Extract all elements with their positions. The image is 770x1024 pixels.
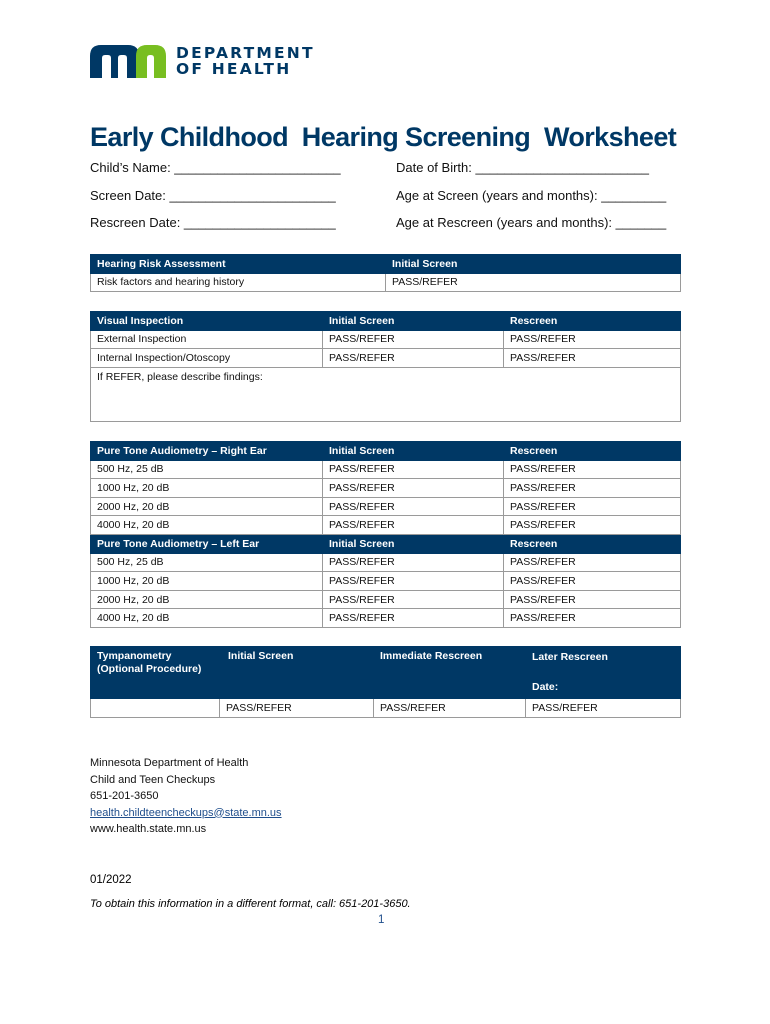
tympanometry-later-date[interactable]: Date: xyxy=(532,681,559,693)
left-ear-initial[interactable]: PASS/REFER xyxy=(323,572,504,591)
right-ear-frequency: 1000 Hz, 20 dB xyxy=(91,479,323,498)
footer-phone: 651-201-3650 xyxy=(90,790,159,802)
tympanometry-table xyxy=(90,646,681,718)
visual-row-label: External Inspection xyxy=(91,330,323,349)
visual-header-row xyxy=(91,312,681,331)
risk-header-row xyxy=(91,255,681,274)
visual-row-rescreen[interactable]: PASS/REFER xyxy=(504,330,681,349)
risk-row-label: Risk factors and hearing history xyxy=(91,273,386,292)
visual-inspection-table xyxy=(90,311,681,422)
table-row xyxy=(91,273,681,292)
right-ear-frequency: 4000 Hz, 20 dB xyxy=(91,516,323,535)
logo-line-1: DEPARTMENT xyxy=(176,44,315,62)
footer-program: Child and Teen Checkups xyxy=(90,773,216,786)
mn-logo-icon xyxy=(90,44,166,78)
tympanometry-immediate-value[interactable]: PASS/REFER xyxy=(374,699,526,718)
left-ear-frequency: 2000 Hz, 20 dB xyxy=(91,590,323,609)
findings-field[interactable]: If REFER, please describe findings: xyxy=(91,367,681,421)
mdh-logo xyxy=(90,44,315,78)
tympanometry-immediate-header: Immediate Rescreen xyxy=(374,647,526,699)
right-ear-header-label: Pure Tone Audiometry – Right Ear xyxy=(91,442,323,461)
left-ear-rescreen[interactable]: PASS/REFER xyxy=(504,572,681,591)
left-ear-header-label: Pure Tone Audiometry – Left Ear xyxy=(91,534,323,553)
left-ear-initial[interactable]: PASS/REFER xyxy=(323,553,504,572)
visual-header-initial: Initial Screen xyxy=(323,312,504,331)
footer-org: Minnesota Department of Health xyxy=(90,757,249,769)
table-row xyxy=(91,609,681,628)
right-ear-initial[interactable]: PASS/REFER xyxy=(323,479,504,498)
risk-header-initial: Initial Screen xyxy=(386,255,681,274)
date-of-birth-field[interactable]: Date of Birth: ________________________ xyxy=(396,160,649,175)
footer-website[interactable]: www.health.state.mn.us xyxy=(90,823,207,835)
right-ear-rescreen[interactable]: PASS/REFER xyxy=(504,516,681,535)
left-ear-initial[interactable]: PASS/REFER xyxy=(323,609,504,628)
visual-header-rescreen: Rescreen xyxy=(504,312,681,331)
tympanometry-later-label: Later Rescreen xyxy=(532,651,608,663)
visual-row-rescreen[interactable]: PASS/REFER xyxy=(504,349,681,368)
tympanometry-label-line-2: (Optional Procedure) xyxy=(97,663,202,675)
right-ear-rescreen[interactable]: PASS/REFER xyxy=(504,479,681,498)
left-ear-header-rescreen: Rescreen xyxy=(504,534,681,553)
table-row xyxy=(91,460,681,479)
tympanometry-initial-value[interactable]: PASS/REFER xyxy=(220,699,374,718)
left-ear-frequency: 500 Hz, 25 dB xyxy=(91,553,323,572)
right-ear-initial[interactable]: PASS/REFER xyxy=(323,460,504,479)
right-ear-rescreen[interactable]: PASS/REFER xyxy=(504,497,681,516)
screen-date-field[interactable]: Screen Date: _______________________ xyxy=(90,188,336,203)
visual-row-label: Internal Inspection/Otoscopy xyxy=(91,349,323,368)
left-ear-header-initial: Initial Screen xyxy=(323,534,504,553)
right-ear-initial[interactable]: PASS/REFER xyxy=(323,497,504,516)
risk-row-initial[interactable]: PASS/REFER xyxy=(386,273,681,292)
right-ear-frequency: 500 Hz, 25 dB xyxy=(91,460,323,479)
tympanometry-empty-cell xyxy=(91,699,220,718)
child-name-field[interactable]: Child’s Name: _______________________ xyxy=(90,160,341,175)
table-row xyxy=(91,590,681,609)
audiometry-table xyxy=(90,441,681,628)
alternate-format-note: To obtain this information in a different format, call: 651-201-3650. xyxy=(90,898,411,910)
table-row xyxy=(91,479,681,498)
age-at-rescreen-field[interactable]: Age at Rescreen (years and months): _______ xyxy=(396,215,667,230)
tympanometry-label xyxy=(91,647,220,699)
footer-email-link[interactable]: health.childteencheckups@state.mn.us xyxy=(90,806,282,819)
page-title: Early Childhood Hearing Screening Worksheet xyxy=(90,122,677,152)
visual-header-label: Visual Inspection xyxy=(91,312,323,331)
table-row xyxy=(91,516,681,535)
right-ear-header-initial: Initial Screen xyxy=(323,442,504,461)
visual-row-initial[interactable]: PASS/REFER xyxy=(323,330,504,349)
rescreen-date-field[interactable]: Rescreen Date: _____________________ xyxy=(90,215,336,230)
age-at-screen-field[interactable]: Age at Screen (years and months): _________ xyxy=(396,188,667,203)
tympanometry-initial-header: Initial Screen xyxy=(220,647,374,699)
table-row xyxy=(91,572,681,591)
logo-line-2: OF HEALTH xyxy=(176,60,292,78)
right-ear-header-row xyxy=(91,442,681,461)
right-ear-frequency: 2000 Hz, 20 dB xyxy=(91,497,323,516)
right-ear-rescreen[interactable]: PASS/REFER xyxy=(504,460,681,479)
left-ear-frequency: 1000 Hz, 20 dB xyxy=(91,572,323,591)
left-ear-frequency: 4000 Hz, 20 dB xyxy=(91,609,323,628)
left-ear-initial[interactable]: PASS/REFER xyxy=(323,590,504,609)
contact-block xyxy=(90,755,282,838)
right-ear-header-rescreen: Rescreen xyxy=(504,442,681,461)
tympanometry-later-value[interactable]: PASS/REFER xyxy=(526,699,681,718)
table-row xyxy=(91,349,681,368)
revision-date: 01/2022 xyxy=(90,874,132,886)
right-ear-initial[interactable]: PASS/REFER xyxy=(323,516,504,535)
table-row xyxy=(91,553,681,572)
left-ear-rescreen[interactable]: PASS/REFER xyxy=(504,590,681,609)
left-ear-rescreen[interactable]: PASS/REFER xyxy=(504,553,681,572)
table-row xyxy=(91,699,681,718)
tympanometry-header-row xyxy=(91,647,681,699)
table-row xyxy=(91,330,681,349)
left-ear-rescreen[interactable]: PASS/REFER xyxy=(504,609,681,628)
risk-assessment-table xyxy=(90,254,681,292)
tympanometry-later-header xyxy=(526,647,681,699)
page-number: 1 xyxy=(378,914,385,926)
left-ear-header-row xyxy=(91,534,681,553)
tympanometry-label-line-1: Tympanometry xyxy=(97,650,172,662)
findings-row xyxy=(91,367,681,421)
risk-header-label: Hearing Risk Assessment xyxy=(91,255,386,274)
table-row xyxy=(91,497,681,516)
visual-row-initial[interactable]: PASS/REFER xyxy=(323,349,504,368)
